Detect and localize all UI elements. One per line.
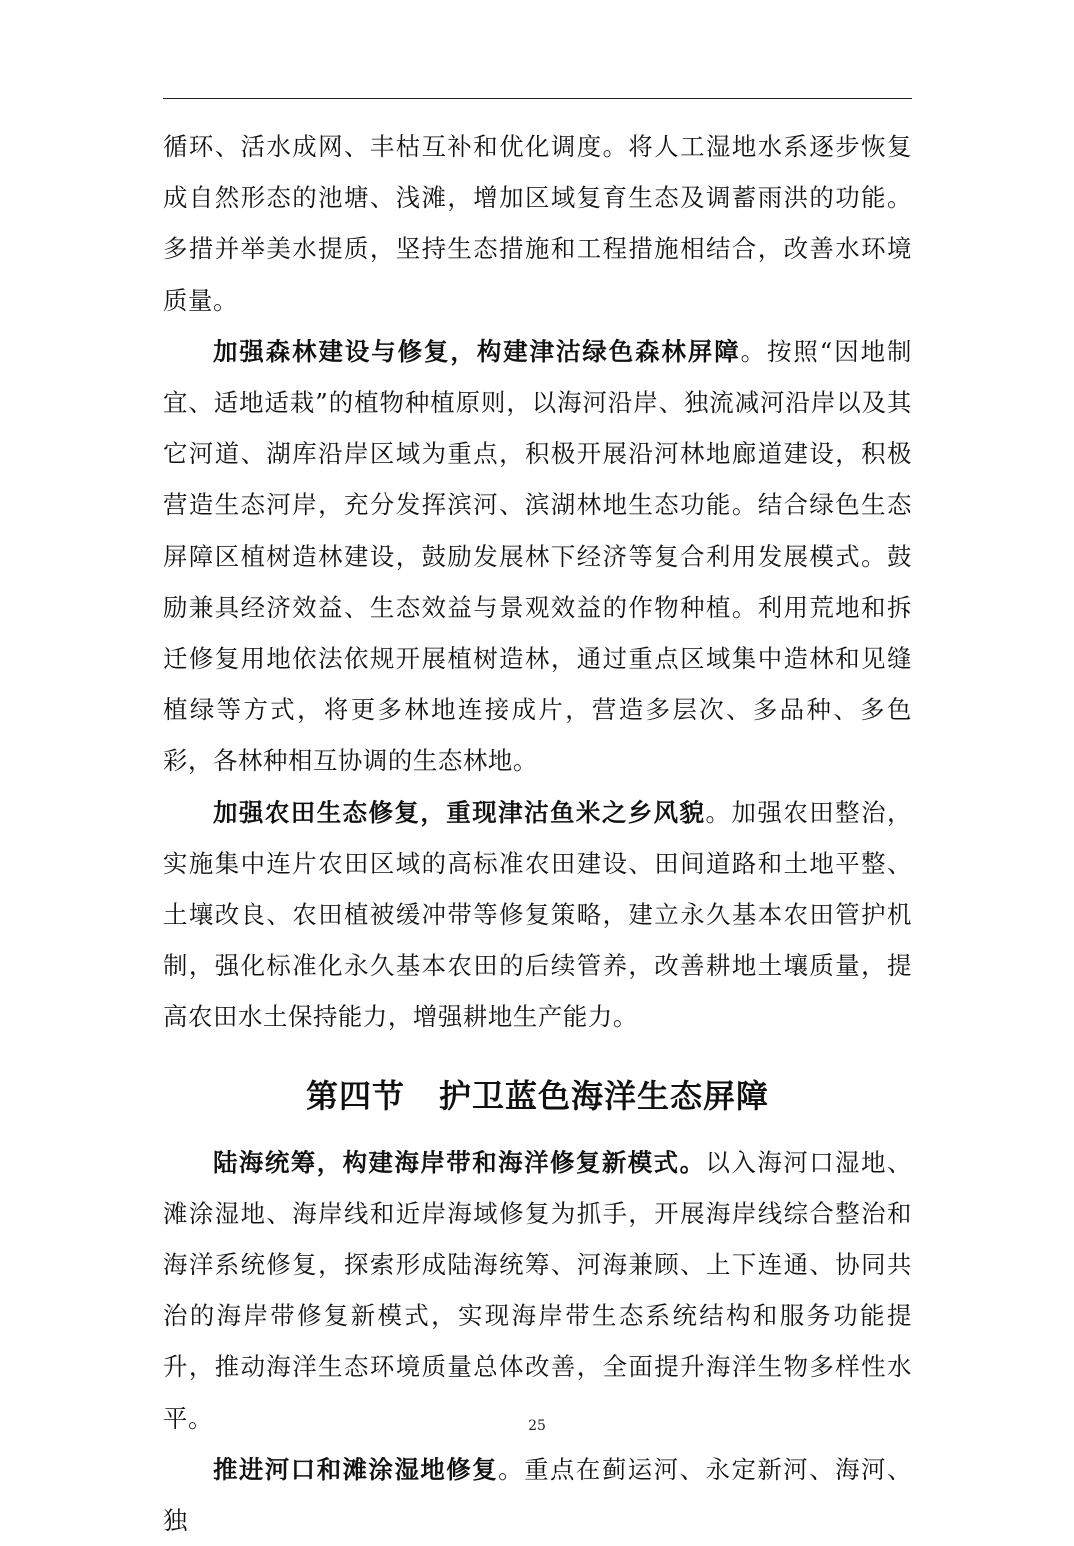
paragraph-lead: 陆海统筹，构建海岸带和海洋修复新模式。 xyxy=(213,1147,706,1177)
paragraph-lead: 加强农田生态修复，重现津沽鱼米之乡风貌 xyxy=(213,797,706,827)
page-number: 25 xyxy=(528,1418,546,1434)
paragraph-estuary xyxy=(163,1444,912,1546)
section-title: 护卫蓝色海洋生态屏障 xyxy=(439,1076,770,1115)
paragraph-lead: 加强森林建设与修复，构建津沽绿色森林屏障 xyxy=(213,336,741,366)
document-body xyxy=(163,121,912,1546)
paragraph-farmland xyxy=(163,787,912,1043)
paragraph-text: 循环、活水成网、丰枯互补和优化调度。将人工湿地水系逐步恢复成自然形态的池塘、浅滩，增加区域复育生态及调蓄雨洪的功能。多措并举美水提质，坚持生态措施和工程措施相结合，改善水环境质量。 xyxy=(163,132,912,315)
paragraph-lead: 推进河口和滩涂湿地修复 xyxy=(213,1454,499,1484)
section-number: 第四节 xyxy=(305,1076,405,1115)
section-heading xyxy=(163,1067,912,1125)
paragraph-text: 。重点在蓟运河、永定新河、海河、独 xyxy=(163,1454,912,1536)
header-rule xyxy=(163,98,912,99)
paragraph-water-system xyxy=(163,121,912,326)
paragraph-coastal xyxy=(163,1137,912,1444)
paragraph-text: 以入海河口湿地、滩涂湿地、海岸线和近岸海域修复为抓手，开展海岸线综合整治和海洋系统修复，探索形成陆海统筹、河海兼顾、上下连通、协同共治的海岸带修复新模式，实现海岸带生态系统结构和服务功能提升，推动海洋生态环境质量总体改善，全面提升海洋生物多样性水平。 xyxy=(163,1147,912,1433)
paragraph-text: 。加强农田整治，实施集中连片农田区域的高标准农田建设、田间道路和土地平整、土壤改良、农田植被缓冲带等修复策略，建立永久基本农田管护机制，强化标准化永久基本农田的后续管养，改善耕地土壤质量，提高农田水土保持能力，增强耕地生产能力。 xyxy=(163,797,912,1032)
paragraph-forest xyxy=(163,326,912,787)
paragraph-text: 。按照“因地制宜、适地适栽”的植物种植原则，以海河沿岸、独流减河沿岸以及其它河道、湖库沿岸区域为重点，积极开展沿河林地廊道建设，积极营造生态河岸，充分发挥滨河、滨湖林地生态功能。结合绿色生态屏障区植树造林建设，鼓励发展林下经济等复合利用发展模式。鼓励兼具经济效益、生态效益与景观效益的作物种植。利用荒地和拆迁修复用地依法依规开展植树造林，通过重点区域集中造林和见缝植绿等方式，将更多林地连接成片，营造多层次、多品种、多色彩，各林种相互协调的生态林地。 xyxy=(163,336,912,776)
